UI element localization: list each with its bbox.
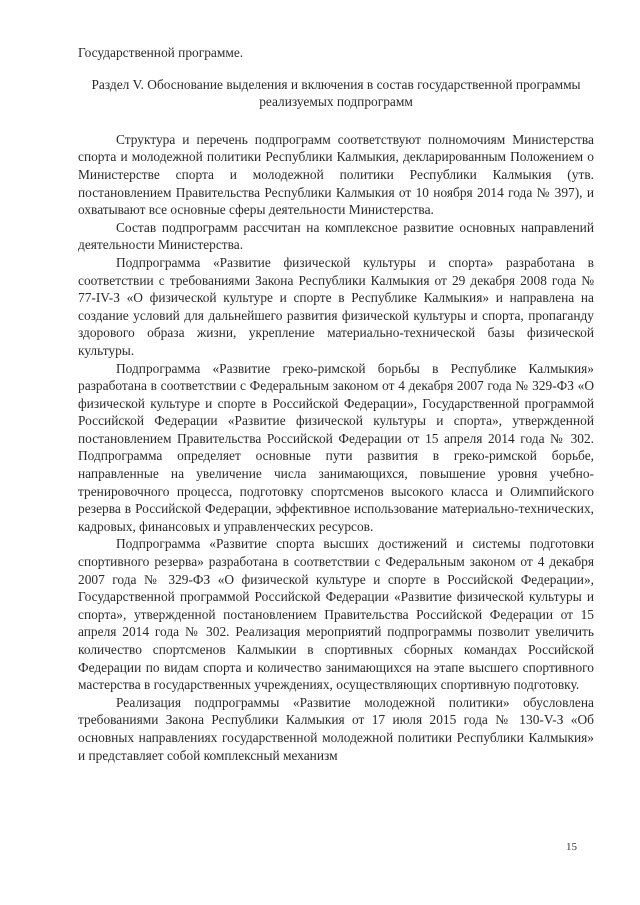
page-number: 15 <box>566 841 577 853</box>
paragraph-structure: Структура и перечень подпрограмм соответствуют полномочиям Министерства спорта и молодежной политики Республики Калмыкия, декларированным Положением о Министерстве спорта и молодежной политики Республики Калмыкия (утв. постановлением Правительства Республики Калмыкия от 10 ноября 2014 года № 397), и охватывают все основные сферы деятельности Министерства. <box>78 131 594 218</box>
section-heading: Раздел V. Обоснование выделения и включения в состав государственной программы реализуемых подпрограмм <box>91 76 581 110</box>
paragraph-high-achievement: Подпрограмма «Развитие спорта высших достижений и системы подготовки спортивного резерва» разработана в соответствии с Федеральным законом от 4 декабря 2007 года № 329-ФЗ «О физической культуре и спорте в Российской Федерации», Государственной программой Российской Федерации «Развитие физической культуры и спорта», утвержденной постановлением Правительства Российской Федерации от 15 апреля 2014 года № 302. Реализация мероприятий подпрограммы позволит увеличить количество спортсменов Калмыкии в спортивных сборных командах Российской Федерации по видам спорта и количество занимающихся на этапе высшего спортивного мастерства в государственных учреждениях, осуществляющих спортивную подготовку. <box>78 536 594 693</box>
continuation-text: Государственной программе. <box>78 45 244 60</box>
paragraph-composition: Состав подпрограмм рассчитан на комплексное развитие основных направлений деятельности Министерства. <box>78 219 594 253</box>
paragraph-greco-roman: Подпрограмма «Развитие греко-римской борьбы в Республике Калмыкия» разработана в соответствии с Федеральным законом от 4 декабря 2007 года № 329-ФЗ «О физической культуре и спорте в Российской Федерации», Государственной программой Российской Федерации «Развитие физической культуры и спорта», утвержденной постановлением Правительства Российской Федерации от 15 апреля 2014 года № 302. Подпрограмма определяет основные пути развития в греко-римской борьбе, направленные на увеличение числа занимающихся, повышение уровня учебно-тренировочного процесса, подготовку спортсменов высокого класса и Олимпийского резерва в Российской Федерации, эффективное использование материально-технических, кадровых, финансовых и управленческих ресурсов. <box>78 360 594 534</box>
paragraph-physical-culture: Подпрограмма «Развитие физической культуры и спорта» разработана в соответствии с требованиями Закона Республики Калмыкия от 29 декабря 2008 года № 77-IV-З «О физической культуре и спорте в Республике Калмыкия» и направлена на создание условий для дальнейшего развития физической культуры и спорта, пропаганду здорового образа жизни, укрепление материально-технической базы физической культуры. <box>78 254 594 358</box>
document-body <box>78 44 594 764</box>
paragraph-youth-policy: Реализация подпрограммы «Развитие молодежной политики» обусловлена требованиями Закона Республики Калмыкия от 17 июля 2015 года № 130-V-З «Об основных направлениях государственной молодежной политики Республики Калмыкия» и представляет собой комплексный механизм <box>78 694 594 763</box>
